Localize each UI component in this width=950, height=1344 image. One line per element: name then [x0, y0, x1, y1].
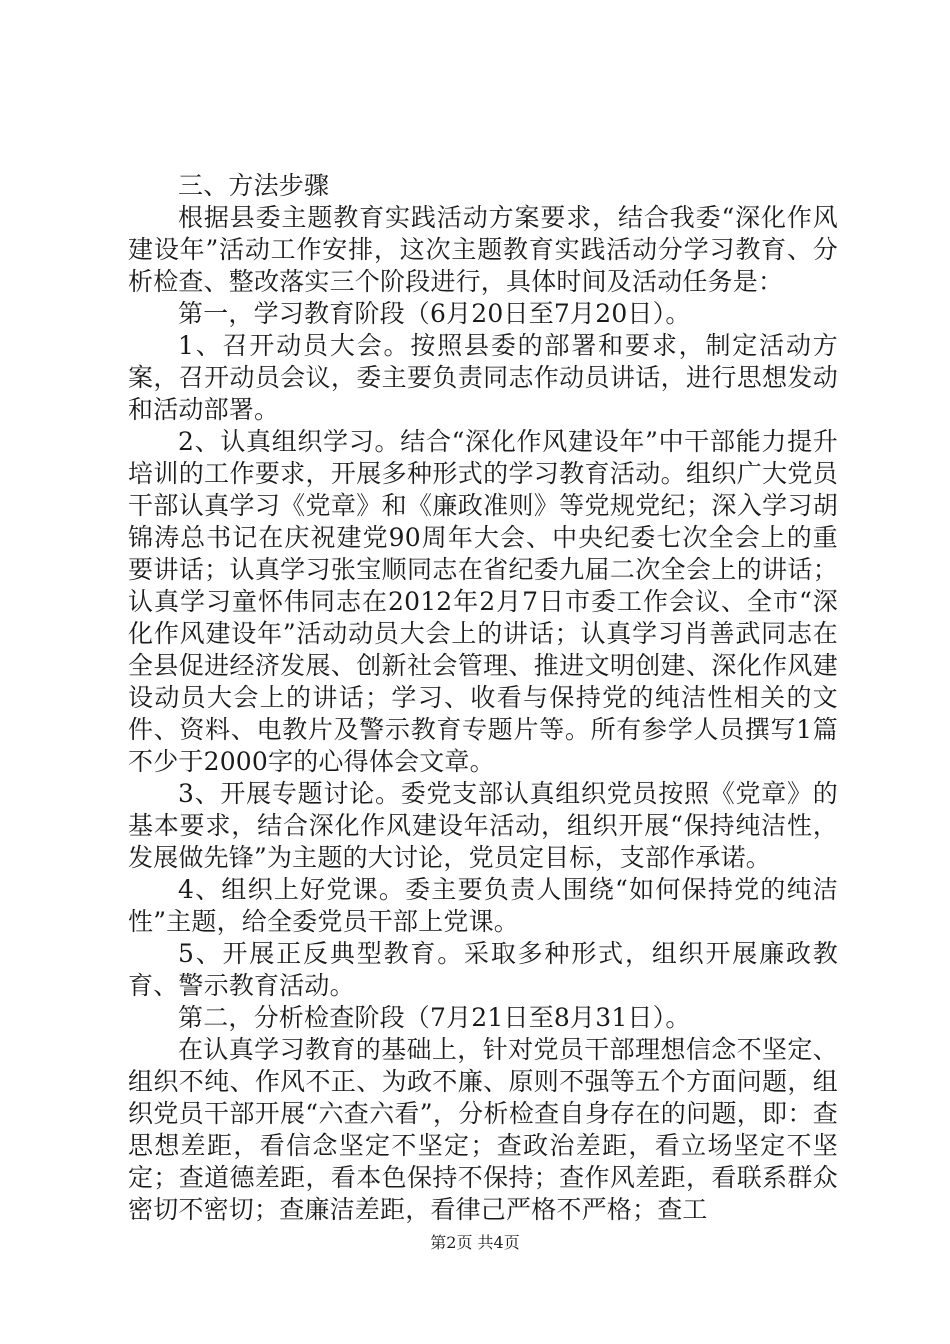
phase-heading: 第二，分析检查阶段（7月21日至8月31日）。 — [178, 1003, 691, 1032]
paragraph: 根据县委主题教育实践活动方案要求，结合我委“深化作风建设年”活动工作安排，这次主题教育实践活动分学习教育、分析检查、整改落实三个阶段进行，具体时间及活动任务是： — [128, 203, 838, 296]
paragraph: 4、组织上好党课。委主要负责人围绕“如何保持党的纯洁性”主题，给全委党员干部上党课。 — [128, 875, 838, 936]
phase-heading: 第一，学习教育阶段（6月20日至7月20日）。 — [178, 299, 691, 328]
paragraph: 5、开展正反典型教育。采取多种形式，组织开展廉政教育、警示教育活动。 — [128, 939, 838, 1000]
paragraph: 2、认真组织学习。结合“深化作风建设年”中干部能力提升培训的工作要求，开展多种形式的学习教育活动。组织广大党员干部认真学习《党章》和《廉政准则》等党规党纪；深入学习胡锦涛总书记在庆祝建党90周年大会、中央纪委七次全会上的重要讲话；认真学习张宝顺同志在省纪委九届二次全会上的讲话；认真学习童怀伟同志在2012年2月7日市委工作会议、全市“深化作风建设年”活动动员大会上的讲话；认真学习肖善武同志在全县促进经济发展、创新社会管理、推进文明创建、深化作风建设动员大会上的讲话；学习、收看与保持党的纯洁性相关的文件、资料、电教片及警示教育专题片等。所有参学人员撰写1篇不少于2000字的心得体会文章。 — [128, 427, 838, 776]
document-body — [128, 170, 838, 1226]
paragraph: 1、召开动员大会。按照县委的部署和要求，制定活动方案，召开动员会议，委主要负责同志作动员讲话，进行思想发动和活动部署。 — [128, 331, 838, 424]
paragraph: 在认真学习教育的基础上，针对党员干部理想信念不坚定、组织不纯、作风不正、为政不廉、原则不强等五个方面问题，组织党员干部开展“六查六看”，分析检查自身存在的问题，即：查思想差距，看信念坚定不坚定；查政治差距，看立场坚定不坚定；查道德差距，看本色保持不保持；查作风差距，看联系群众密切不密切；查廉洁差距，看律己严格不严格；查工 — [128, 1035, 838, 1224]
section-heading: 三、方法步骤 — [178, 171, 330, 200]
page-footer: 第2页 共4页 — [430, 1233, 520, 1252]
paragraph: 3、开展专题讨论。委党支部认真组织党员按照《党章》的基本要求，结合深化作风建设年活动，组织开展“保持纯洁性，发展做先锋”为主题的大讨论，党员定目标，支部作承诺。 — [128, 779, 838, 872]
